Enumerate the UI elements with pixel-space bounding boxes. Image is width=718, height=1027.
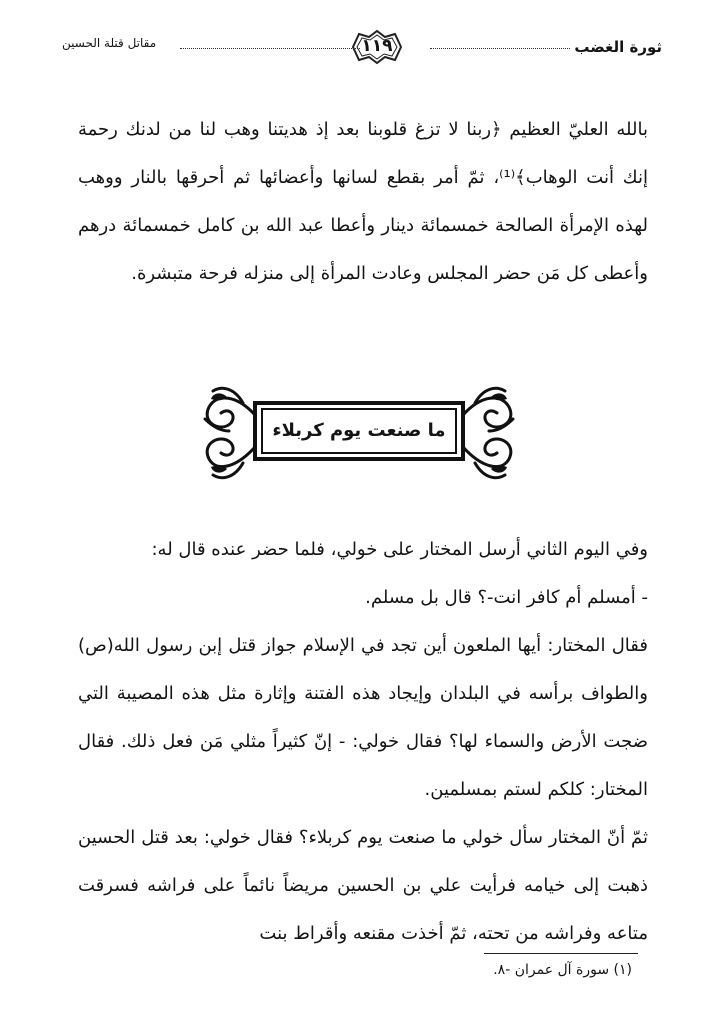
running-header	[62, 28, 662, 68]
paragraph-5: ثمّ أنّ المختار سأل خولي ما صنعت يوم كربلاء؟ فقال خولي: بعد قتل الحسين ذهبت إلى خيامه فرأيت علي بن الحسين مريضاً نائماً على فراشه فسرقت متاعه وفراشه من تحته، ثمّ أخذت مقنعه وأقراط بنت	[78, 827, 648, 944]
footnote-marker: (١)	[613, 962, 632, 978]
page-number-badge	[347, 28, 407, 66]
section-title: ما صنعت يوم كربلاء	[272, 420, 446, 441]
paragraph-1: بالله العليّ العظيم ﴿ربنا لا تزغ قلوبنا بعد إذ هديتنا وهب لنا من لدنك رحمة إنك أنت الوهاب﴾⁽¹⁾، ثمّ أمر بقطع لسانها وأعضائها ثم أحرقها بالنار ووهب لهذه الإمرأة الصالحة خمسمائة دينار وأعطا عبد الله بن كامل خمسمائة درهم وأعطى كل مَن حضر المجلس وعادت المرأة إلى منزله فرحة متبشرة.	[78, 119, 648, 284]
book-title: ثورة الغضب	[574, 38, 662, 56]
header-dotted-leader	[430, 48, 570, 49]
header-dotted-leader	[180, 48, 360, 49]
paragraph-4: فقال المختار: أيها الملعون أين تجد في الإسلام جواز قتل إبن رسول الله(ص) والطواف برأسه في البلدان وإيجاد هذه الفتنة وإثارة مثل هذه المصيبة التي ضجت الأرض والسماء لها؟ فقال خولي: - إنّ كثيراً مثلي مَن فعل ذلك. فقال المختار: كلكم لستم بمسلمين.	[78, 635, 648, 800]
paragraph-3: - أمسلم أم كافر انت-؟ قال بل مسلم.	[365, 587, 648, 608]
footnote-divider	[484, 953, 638, 954]
page-number: ١١٩	[361, 36, 393, 56]
footnote	[493, 962, 632, 978]
footnote-text: سورة آل عمران -٨.	[493, 962, 610, 978]
chapter-title: مقاتل قتلة الحسين	[62, 36, 157, 50]
paragraph-2: وفي اليوم الثاني أرسل المختار على خولي، فلما حضر عنده قال له:	[151, 539, 648, 560]
section-title-ornament	[191, 385, 527, 481]
